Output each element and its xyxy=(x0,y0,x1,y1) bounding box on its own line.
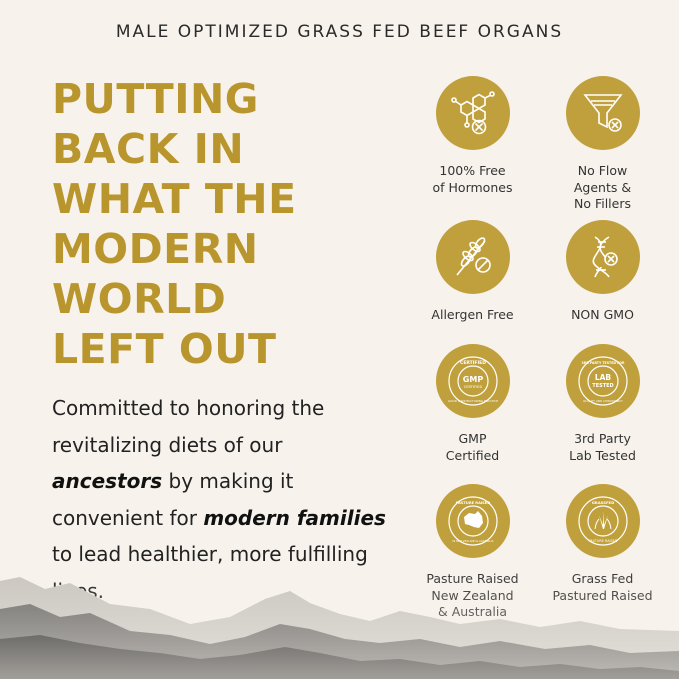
headline-line: BACK IN xyxy=(52,125,245,173)
filter-funnel-icon xyxy=(566,76,640,150)
page-title: MALE OPTIMIZED GRASS FED BEEF ORGANS xyxy=(115,22,564,42)
mission-emphasis-ancestors: ancestors xyxy=(52,469,163,493)
mission-emphasis-modern-families: modern families xyxy=(203,505,386,530)
badge-non-gmo xyxy=(535,220,670,324)
badge-lab-tested xyxy=(535,344,670,464)
badge-label xyxy=(405,431,540,464)
badge-gmp-certified xyxy=(405,344,540,464)
pasture-raised-nz-au-seal-icon xyxy=(436,484,510,558)
headline-line: WORLD xyxy=(52,275,227,323)
wheat-allergen-icon xyxy=(436,220,510,294)
badge-no-fillers xyxy=(535,76,670,213)
seal-ring-text: 3RD PARTY TESTED FOR xyxy=(581,361,624,365)
badge-label-line: Allergen Free xyxy=(431,307,514,322)
headline-line: LEFT OUT xyxy=(52,325,277,373)
seal-ring-text: CERTIFIED xyxy=(459,361,486,366)
badge-label-line: NON GMO xyxy=(571,307,634,322)
gmp-certified-seal-icon xyxy=(436,344,510,418)
badge-label-line: Lab Tested xyxy=(569,447,636,463)
mountain-silhouette xyxy=(0,569,679,679)
seal-ring-text: QUALITY AND CONSISTENCY xyxy=(582,399,623,403)
mission-text: by making it convenient for xyxy=(52,469,294,530)
badge-label xyxy=(405,163,540,196)
headline-line: WHAT THE xyxy=(52,175,297,223)
badge-label-line: of Hormones xyxy=(432,179,513,195)
seal-center-text: LAB xyxy=(594,373,611,382)
mission-text: Committed to honoring the revitalizing diets of our xyxy=(52,396,325,457)
seal-sub-text: CERTIFIED xyxy=(463,385,482,389)
badge-label-line: Agents & xyxy=(573,179,632,195)
mission-text: to lead healthier, more fulfilling xyxy=(52,542,368,566)
badge-label xyxy=(535,431,670,464)
badge-label-line: 100% Free xyxy=(439,163,506,178)
seal-center-text: GMP xyxy=(462,375,483,384)
badge-label-line: No Flow xyxy=(577,163,628,178)
lab-tested-seal-icon xyxy=(566,344,640,418)
seal-ring-text: PASTURE RAISED xyxy=(455,501,490,505)
seal-ring-text: PASTURE RAISED xyxy=(588,539,617,543)
seal-ring-text: GRASSFED xyxy=(591,500,614,505)
headline xyxy=(52,74,392,374)
headline-line: MODERN xyxy=(52,225,259,273)
hormone-molecule-icon xyxy=(436,76,510,150)
badge-label xyxy=(405,307,540,324)
seal-ring-text: GOOD MANUFACTURING PRACTICE xyxy=(447,399,498,403)
grassfed-seal-icon xyxy=(566,484,640,558)
badge-label-line: No Fillers xyxy=(573,196,631,211)
headline-line: PUTTING xyxy=(52,75,259,123)
badge-label xyxy=(535,307,670,324)
seal-center-text: TESTED xyxy=(591,383,614,389)
badge-hormone-free xyxy=(405,76,540,196)
badge-label-line: Certified xyxy=(445,447,500,463)
feature-badges xyxy=(405,76,675,636)
seal-ring-text: IN NEW ZEALAND & AUSTRALIA xyxy=(452,540,493,543)
dna-icon xyxy=(566,220,640,294)
badge-label-line: GMP xyxy=(458,431,487,446)
badge-allergen-free xyxy=(405,220,540,324)
badge-label xyxy=(535,163,670,213)
badge-label-line: 3rd Party xyxy=(574,431,631,446)
